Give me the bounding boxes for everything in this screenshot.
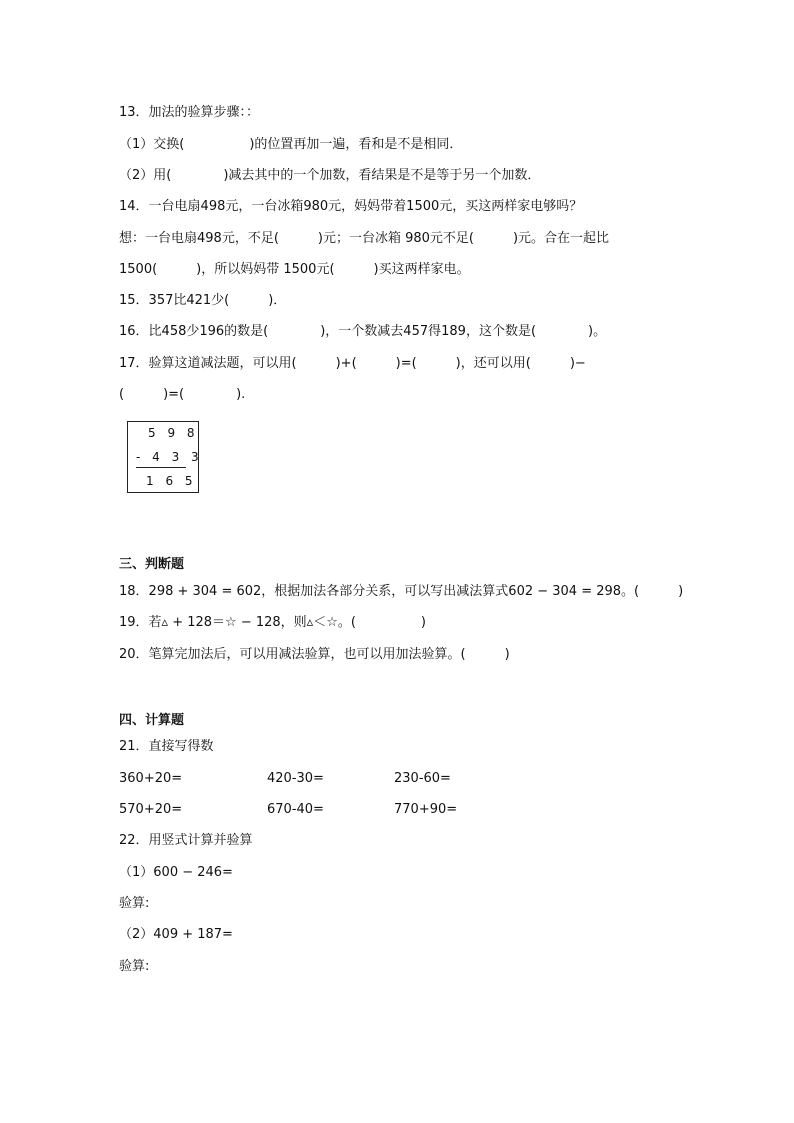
question-17-line-1: 17．验算这道减法题，可以用( )+( )=( )，还可以用( )− (119, 356, 586, 371)
question-17-line-2: ( )=( ). (119, 387, 246, 402)
question-14: 14．一台电扇498元，一台冰箱980元，妈妈带着1500元，买这两样家电够吗？ (119, 199, 583, 214)
question-14-think-1: 想：一台电扇498元，不足( )元；一台冰箱 980元不足( )元。合在一起比 (119, 231, 610, 246)
question-20: 20．笔算完加法后，可以用减法验算，也可以用加法验算。( ) (119, 647, 510, 662)
oral-r2-c2: 670-40= (267, 802, 324, 817)
oral-r1-c2: 420-30= (267, 771, 324, 786)
section-heading-calc: 四、计算题 (119, 713, 185, 728)
result-underline (136, 467, 186, 468)
subtrahend: - 4 3 3 (136, 450, 203, 464)
difference: 1 6 5 (146, 474, 197, 488)
question-15: 15．357比421少( )． (119, 293, 287, 308)
question-22-2: （2）409 + 187= (119, 927, 233, 942)
question-14-think-2: 1500( )，所以妈妈带 1500元( )买这两样家电。 (119, 262, 470, 277)
question-16: 16．比458少196的数是( )，一个数减去457得189，这个数是( )。 (119, 324, 607, 339)
oral-r2-c3: 770+90= (394, 802, 458, 817)
check-label-2: 验算: (119, 959, 150, 974)
oral-r1-c3: 230-60= (394, 771, 451, 786)
question-22-1: （1）600 − 246= (119, 865, 233, 880)
question-18: 18．298 + 304 = 602，根据加法各部分关系，可以写出减法算式602 − 304 = 298。( ) (119, 584, 684, 599)
question-22: 22．用竖式计算并验算 (119, 833, 253, 848)
question-13-part-2: （2）用( )减去其中的一个加数，看结果是不是等于另一个加数． (119, 168, 541, 183)
oral-r1-c1: 360+20= (119, 771, 183, 786)
question-19: 19．若▵ + 128＝☆ − 128，则▵＜☆。( ) (119, 615, 426, 630)
oral-r2-c1: 570+20= (119, 802, 183, 817)
section-heading-judge: 三、判断题 (119, 557, 185, 572)
question-13-title: 13．加法的验算步骤：： (119, 105, 260, 120)
check-label-1: 验算: (119, 896, 150, 911)
minuend: 5 9 8 (148, 426, 199, 440)
vertical-subtraction-box (127, 421, 203, 493)
question-21: 21．直接写得数 (119, 739, 214, 754)
question-13-part-1: （1）交换( )的位置再加一遍，看和是不是相同． (119, 137, 463, 152)
